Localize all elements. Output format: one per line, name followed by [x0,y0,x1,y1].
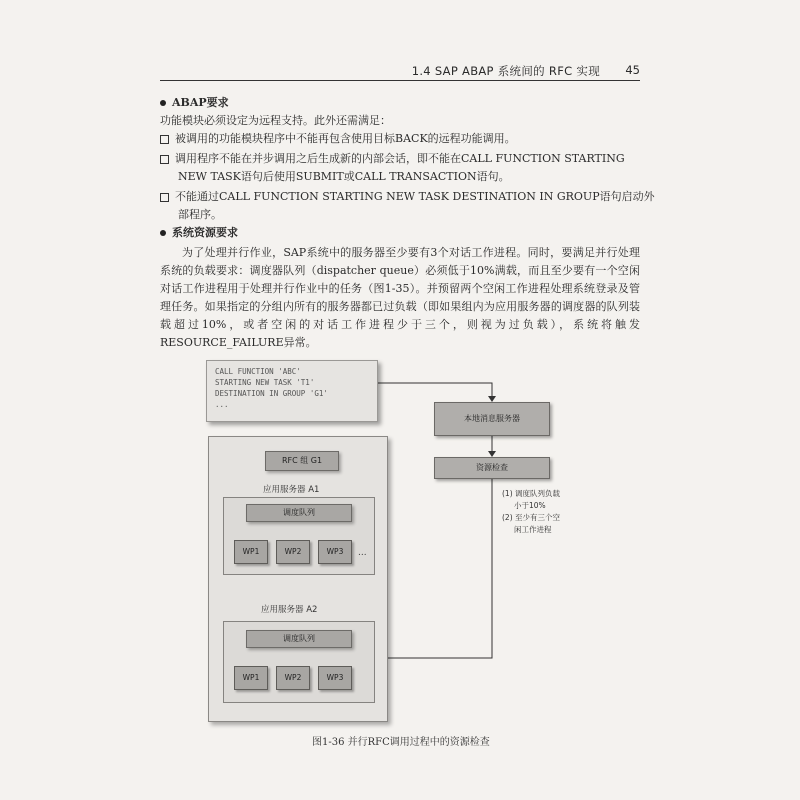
dispatcher-queue-a1: 调度队列 [246,504,352,522]
dispatcher-queue-a2: 调度队列 [246,630,352,648]
more-processes-a1: ... [358,548,367,558]
abap-item-2: 调用程序不能在并步调用之后生成新的内部会话，即不能在CALL FUNCTION STARTING [160,151,625,167]
rfc-group-container [208,436,388,722]
header-section-title: 1.4 SAP ABAP 系统间的 RFC 实现 [411,64,600,78]
resources-heading: 系统资源要求 [160,225,238,241]
work-process-a2-2: WP2 [276,666,310,690]
abap-item-1: 被调用的功能模块程序中不能再包含使用目标BACK的远程功能调用。 [160,131,516,147]
abap-item-3: 不能通过CALL FUNCTION STARTING NEW TASK DESTINATION IN GROUP语句启动外 [160,189,655,205]
resources-paragraph: 为了处理并行作业，SAP系统中的服务器至少要有3个对话工作进程。同时，要满足并行处理系统的负载要求：调度器队列（dispatcher queue）必须低于10%满载，而且至少要有一个空闲对话工作进程用于处理并行作业中的任务（图1-35）。并预留两个空闲工作进程处理系统登录及管理任务。如果指定的分组内所有的服务器都已过负载（即如果组内为应用服务器的调度器的队列装载超过10%，或者空闲的对话工作进程少于三个，则视为过负载），系统将触发RESOURCE_FAILURE异常。 [160,246,640,349]
work-process-a1-1: WP1 [234,540,268,564]
work-process-a1-3: WP3 [318,540,352,564]
work-process-a2-3: WP3 [318,666,352,690]
server-a1-box [223,497,375,575]
rfc-group-label: RFC 组 G1 [265,451,339,471]
work-process-a2-1: WP1 [234,666,268,690]
server-a2-box [223,621,375,703]
abap-intro: 功能模块必须设定为远程支持。此外还需满足： [160,114,391,127]
resource-check: 资源检查 [434,457,550,479]
server-a1-label: 应用服务器 A1 [263,485,320,495]
page-number: 45 [625,63,640,77]
local-message-server: 本地消息服务器 [434,402,550,436]
abap-heading: ABAP要求 [160,95,229,111]
abap-item-2-cont: NEW TASK语句后使用SUBMIT或CALL TRANSACTION语句。 [178,170,510,183]
abap-item-3-cont: 部程序。 [178,208,222,221]
server-a2-label: 应用服务器 A2 [261,605,318,615]
figure-caption: 图1-36 并行RFC调用过程中的资源检查 [312,737,490,748]
work-process-a1-2: WP2 [276,540,310,564]
code-snippet: CALL FUNCTION 'ABC' STARTING NEW TASK 'T1' DESTINATION IN GROUP 'G1' ... [206,360,378,422]
check-conditions: (1) 调度队列负载 小于10% (2) 至少有三个空 闲工作进程 [502,489,561,534]
